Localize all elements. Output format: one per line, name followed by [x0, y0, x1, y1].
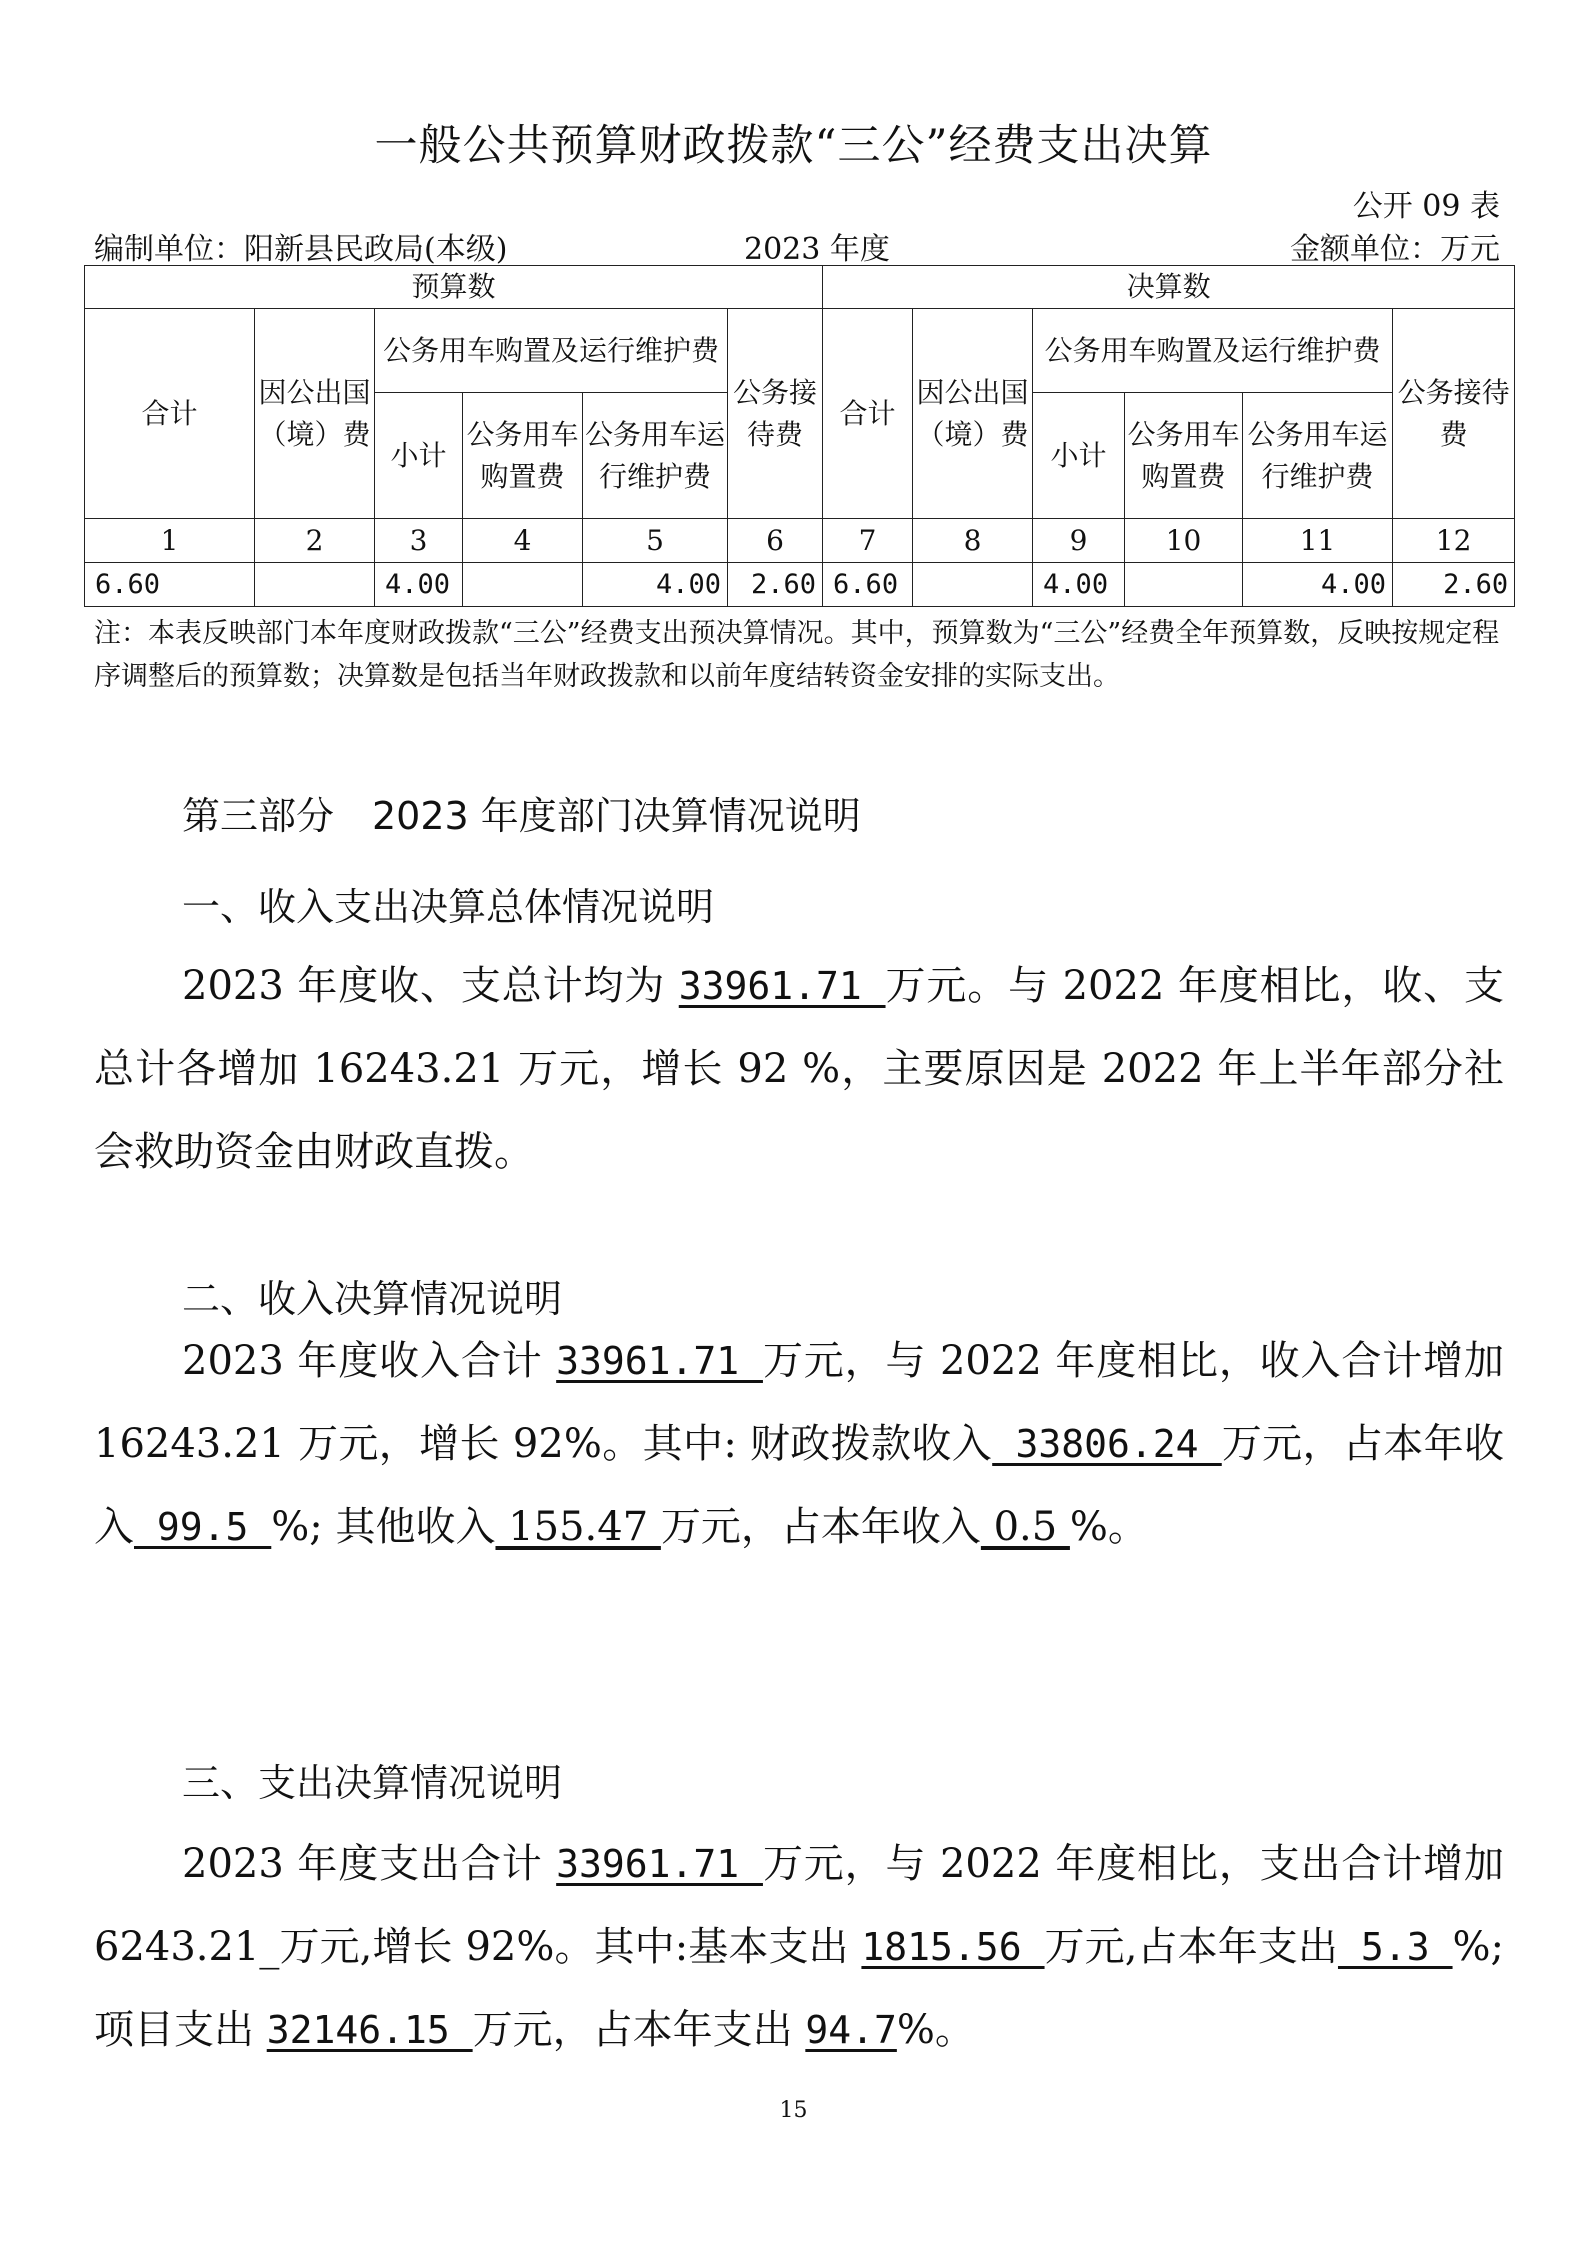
header-vehicle: 公务用车购置及运行维护费 [375, 309, 728, 393]
column-number-row [85, 519, 1515, 563]
form-number: 公开 09 表 [1352, 189, 1500, 224]
col-number: 11 [1243, 519, 1393, 563]
fiscal-allocation-share: 99.5 [134, 1505, 272, 1549]
group-header-budget: 预算数 [85, 266, 823, 309]
header-purchase: 公务用车购置费 [1125, 393, 1243, 519]
header-total: 合计 [823, 309, 913, 519]
page-number: 15 [779, 2098, 808, 2123]
cell-value [463, 563, 583, 607]
section2-paragraph: 2023 年度收入合计 33961.71 万元，与 2022 年度相比，收入合计增加 16243.21 万元，增长 92%。其中: 财政拨款收入 33806.24 万元，占本年收入 99.5 %; 其他收入 155.47 万元，占本年收入 0.5 %。 [94, 1338, 1505, 1550]
section1-paragraph: 2023 年度收、支总计均为 33961.71 万元。与 2022 年度相比，收、支总计各增加 16243.21 万元，增长 92 %，主要原因是 2022 年上半年部分社会救助资金由财政直拨。 [94, 963, 1505, 1175]
cell-value: 4.00 [1243, 563, 1393, 607]
header-reception: 公务接待费 [728, 309, 823, 519]
header-reception: 公务接待费 [1393, 309, 1515, 519]
header-subtotal: 小计 [375, 393, 463, 519]
section3-paragraph: 2023 年度支出合计 33961.71 万元，与 2022 年度相比，支出合计增加 6243.21_万元,增长 92%。其中:基本支出 1815.56 万元,占本年支出 5.3 %; 项目支出 32146.15 万元，占本年支出 94.7%。 [94, 1841, 1505, 2053]
header-abroad: 因公出国（境）费 [255, 309, 375, 519]
compiling-unit: 编制单位：阳新县民政局(本级) [94, 232, 508, 267]
col-number: 5 [583, 519, 728, 563]
other-income-share: 0.5 [980, 1504, 1070, 1550]
col-number: 6 [728, 519, 823, 563]
three-public-expenses-table [84, 265, 1515, 607]
header-vehicle: 公务用车购置及运行维护费 [1033, 309, 1393, 393]
cell-value: 4.00 [583, 563, 728, 607]
table-meta-row [94, 224, 1500, 267]
cell-value: 2.60 [728, 563, 823, 607]
fiscal-year: 2023 年度 [744, 232, 890, 267]
cell-value: 6.60 [823, 563, 913, 607]
fiscal-allocation-income: 33806.24 [992, 1422, 1222, 1466]
header-abroad: 因公出国（境）费 [913, 309, 1033, 519]
total-amount: 33961.71 [678, 964, 886, 1008]
col-number: 7 [823, 519, 913, 563]
other-income: 155.47 [495, 1504, 661, 1550]
col-number: 2 [255, 519, 375, 563]
basic-expense: 1815.56 [861, 1925, 1045, 1969]
income-total: 33961.71 [556, 1339, 763, 1383]
cell-value: 2.60 [1393, 563, 1515, 607]
header-maintenance: 公务用车运行维护费 [583, 393, 728, 519]
page-title: 一般公共预算财政拨款“三公”经费支出决算 [374, 121, 1213, 171]
cell-value [913, 563, 1033, 607]
header-maintenance: 公务用车运行维护费 [1243, 393, 1393, 519]
section2-heading: 二、收入决算情况说明 [182, 1277, 563, 1321]
header-purchase: 公务用车购置费 [463, 393, 583, 519]
project-expense: 32146.15 [266, 2008, 473, 2052]
cell-value: 4.00 [375, 563, 463, 607]
cell-value: 6.60 [85, 563, 255, 607]
col-number: 9 [1033, 519, 1125, 563]
col-number: 10 [1125, 519, 1243, 563]
expense-total: 33961.71 [556, 1842, 763, 1886]
cell-value [255, 563, 375, 607]
basic-expense-share: 5.3 [1337, 1925, 1453, 1969]
amount-unit: 金额单位：万元 [1290, 232, 1500, 267]
cell-value [1125, 563, 1243, 607]
section3-heading: 三、支出决算情况说明 [182, 1761, 563, 1805]
table-row [85, 563, 1515, 607]
table-note: 注：本表反映部门本年度财政拨款“三公”经费支出预决算情况。其中，预算数为“三公”经费全年预算数，反映按规定程序调整后的预算数；决算数是包括当年财政拨款和以前年度结转资金安排的实际支出。 [94, 618, 1500, 692]
group-header-final: 决算数 [823, 266, 1515, 309]
col-number: 1 [85, 519, 255, 563]
header-subtotal: 小计 [1033, 393, 1125, 519]
project-expense-share: 94.7 [805, 2008, 897, 2052]
section1-heading: 一、收入支出决算总体情况说明 [182, 885, 715, 929]
cell-value: 4.00 [1033, 563, 1125, 607]
col-number: 8 [913, 519, 1033, 563]
header-total: 合计 [85, 309, 255, 519]
col-number: 4 [463, 519, 583, 563]
part3-heading: 第三部分 2023 年度部门决算情况说明 [182, 794, 861, 838]
col-number: 3 [375, 519, 463, 563]
col-number: 12 [1393, 519, 1515, 563]
